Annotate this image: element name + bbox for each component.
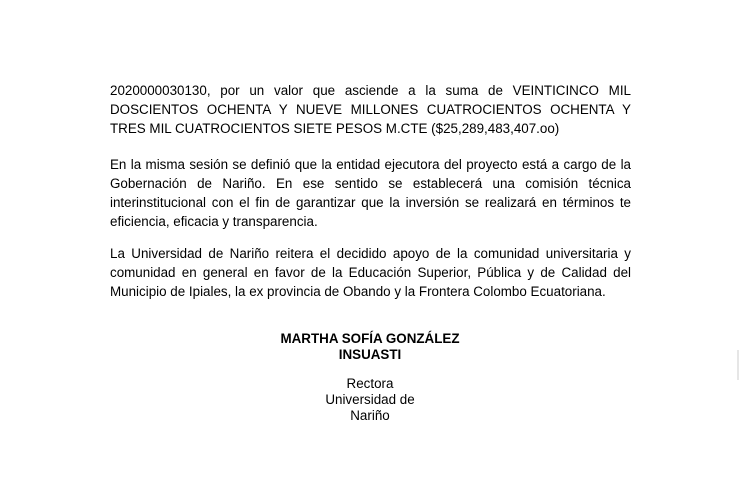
paragraph-executing-entity: En la misma sesión se definió que la entidad ejecutora del proyecto está a cargo de la Gobernación de Nariño. En ese sentido se establecerá una comisión técnica interinstitucional con el fin de garantizar que la inversión se realizará en términos te eficiencia, eficacia y transparencia.	[110, 157, 631, 229]
signatory-title-line-3: Nariño	[350, 408, 390, 423]
signatory-title	[270, 376, 470, 424]
signatory-name	[270, 331, 470, 363]
paragraph-budget-amount: 2020000030130, por un valor que asciende a la suma de VEINTICINCO MIL DOSCIENTOS OCHENTA Y NUEVE MILLONES CUATROCIENTOS OCHENTA Y TRES MIL CUATROCIENTOS SIETE PESOS M.CTE ($25,289,483,407.oo)	[110, 83, 631, 136]
signatory-name-line-1: MARTHA SOFÍA GONZÁLEZ	[280, 331, 460, 346]
signatory-title-line-1: Rectora	[346, 376, 394, 391]
paragraph-university-support: La Universidad de Nariño reitera el decidido apoyo de la comunidad universitaria y comunidad en general en favor de la Educación Superior, Pública y de Calidad del Municipio de Ipiales, la ex provincia de Obando y la Frontera Colombo Ecuatoriana.	[110, 246, 631, 299]
signatory-title-line-2: Universidad de	[325, 392, 415, 407]
signatory-name-line-2: INSUASTI	[338, 347, 402, 362]
page-edge-mark	[737, 350, 739, 380]
